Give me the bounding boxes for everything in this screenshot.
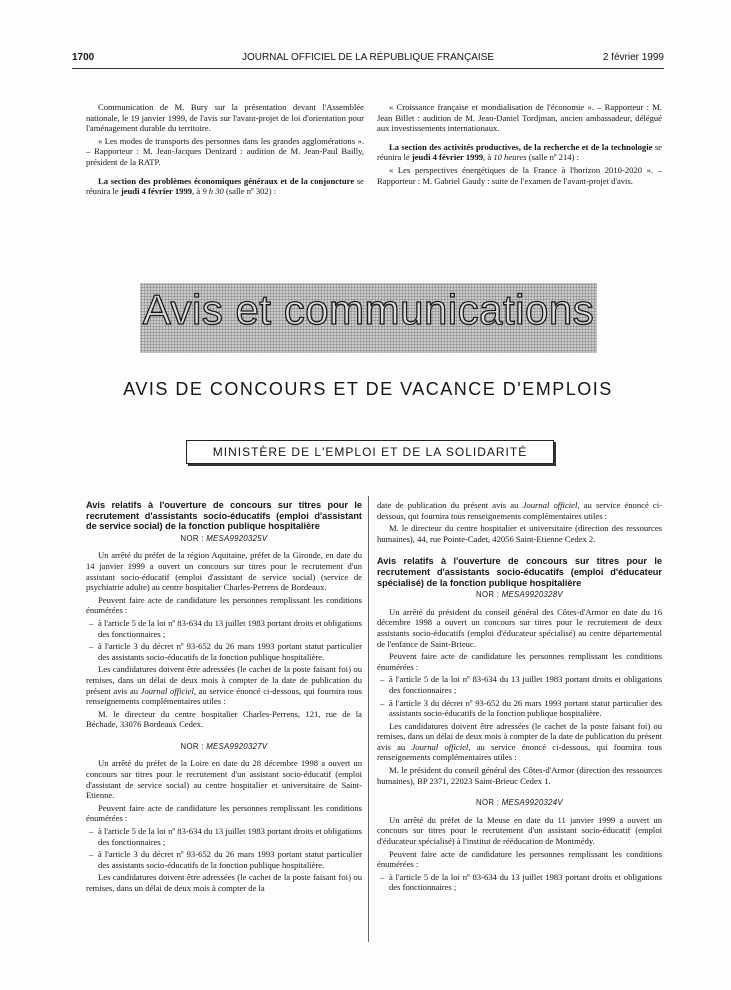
nor-code: MESA9920325V	[206, 533, 268, 543]
meeting-time: 9 h 30	[202, 186, 224, 197]
section-banner	[140, 283, 597, 353]
meeting-day: jeudi 4 février 1999	[120, 186, 193, 197]
top-left-column	[86, 102, 364, 199]
header-rule	[72, 68, 664, 69]
section-title: AVIS DE CONCOURS ET DE VACANCE D'EMPLOIS	[123, 379, 613, 399]
nor-reference	[86, 534, 362, 545]
ministry-box: MINISTÈRE DE L'EMPLOI ET DE LA SOLIDARITÉ	[186, 440, 554, 464]
list-item: – à l'article 3 du décret nº 93-652 du 26 mars 1993 portant statut particulier des assistants socio-éducatifs de la fonction publique hospitalière.	[86, 849, 362, 870]
top-right-column	[377, 102, 662, 188]
section-name: La section des activités productives, de la recherche et de la technologie	[389, 141, 653, 152]
list-item: – à l'article 5 de la loi nº 83-634 du 13 juillet 1983 portant droits et obligations des fonctionnaires ;	[377, 872, 662, 893]
banner-title: Avis et communications	[142, 286, 595, 333]
paragraph: Communication de M. Bury sur la présentation devant l'Assemblée nationale, le 19 janvier 1999, de l'avis sur l'avant-projet de loi d'orientation pour l'aménagement durable du territoire.	[86, 102, 364, 134]
list-item: – à l'article 3 du décret nº 93-652 du 26 mars 1993 portant statut particulier des assistants socio-éducatifs de la fonction publique hospitalière.	[377, 698, 662, 719]
running-header	[72, 52, 664, 66]
list-item: – à l'article 3 du décret nº 93-652 du 26 mars 1993 portant statut particulier des assistants socio-éducatifs de la fonction publique hospitalière.	[86, 641, 362, 662]
text-fragment: , à	[483, 152, 494, 163]
nor-reference	[377, 798, 662, 809]
section-meeting-notice	[377, 142, 662, 163]
issue-date: 2 février 1999	[602, 52, 664, 63]
nor-label: NOR :	[180, 741, 204, 751]
meeting-room: (salle nº 302) :	[223, 186, 277, 197]
paragraph: Peuvent faire acte de candidature les personnes remplissant les conditions énumérées :	[377, 848, 662, 870]
text-fragment: date de publication du présent avis au	[377, 500, 523, 510]
meeting-time: 10 heures	[493, 152, 527, 163]
paragraph: Peuvent faire acte de candidature les personnes remplissant les conditions énumérées :	[86, 594, 362, 616]
paragraph: Peuvent faire acte de candidature les personnes remplissant les conditions énumérées :	[86, 802, 362, 824]
journal-name: Journal officiel	[140, 685, 194, 696]
paragraph: « Croissance française et mondialisation de l'économie ». – Rapporteur : M. Jean Billet : audition de M. Jean-Daniel Tordjman, ancien ambassadeur, délégué aux investissements internationaux.	[377, 102, 662, 134]
paragraph: M. le président du conseil général des Côtes-d'Armor (direction des ressources humaines), BP 2371, 22023 Saint-Brieuc Cedex 1.	[377, 765, 662, 786]
paragraph: Un arrêté du préfet de la Meuse en date du 11 janvier 1999 a ouvert un concours sur titres pour le recrutement d'un assistant socio-éducatif (emploi d'éducateur spécialisé) à l'institut de rééducation de Montmédy.	[377, 814, 662, 847]
text-fragment: Les candidatures doivent être adressées (le cachet de la poste faisant foi) ou remises, dans un délai de deux mois à compter de la date de publication du présent avis au	[377, 720, 662, 752]
section-name: La section des problèmes économiques généraux et de la conjoncture	[98, 175, 355, 186]
journal-name: Journal officiel	[411, 741, 469, 752]
nor-reference	[86, 742, 362, 753]
paragraph: M. le directeur du centre hospitalier Charles-Perrens, 121, rue de la Béchade, 33076 Bordeaux Cedex.	[86, 708, 362, 730]
journal-title: JOURNAL OFFICIEL DE LA RÉPUBLIQUE FRANÇAISE	[241, 52, 495, 63]
paragraph: Les candidatures doivent être adressées (le cachet de la poste faisant foi) ou remises, dans un délai de deux mois à compter de la	[86, 872, 362, 893]
paragraph: M. le directeur du centre hospitalier et universitaire (direction des ressources humaines), 44, rue Pointe-Cadet, 42056 Saint-Etienne Cedex 2.	[377, 523, 662, 544]
paragraph	[86, 664, 362, 706]
paragraph: Un arrêté du président du conseil général des Côtes-d'Armor en date du 16 décembre 1998 a ouvert un concours sur titres pour le recrutement de deux assistants socio-éducatifs (emploi d'éducateur spécialisé) au centre départemental de l'enfance de Saint-Brieuc.	[377, 606, 662, 649]
text-fragment: , au service énoncé ci-dessous, qui fournira tous renseignements complémentaires utiles :	[377, 500, 662, 521]
paragraph	[377, 721, 662, 763]
text-fragment: Les candidatures doivent être adressées (le cachet de la poste faisant foi) ou remises, dans un délai de deux mois à compter de la date de publication du présent avis au	[86, 664, 362, 696]
meeting-day: jeudi 4 février 1999	[411, 152, 484, 163]
nor-code: MESA9920327V	[206, 741, 268, 751]
notice-heading: Avis relatifs à l'ouverture de concours sur titres pour le recrutement d'assistants socio-éducatifs (emploi d'éducateur spécialisé) de la fonction publique hospitalière	[377, 556, 662, 588]
journal-name: Journal officiel	[522, 500, 578, 510]
left-column	[86, 500, 362, 896]
section-meeting-notice	[86, 176, 364, 197]
nor-code: MESA9920328V	[501, 590, 563, 600]
paragraph: Un arrêté du préfet de la région Aquitaine, préfet de la Gironde, en date du 14 janvier 1999 a ouvert un concours sur titres pour le recrutement d'un assistant socio-éducatif (emploi d'assistant de service social) (service de psychiatrie adulte) au centre hospitalier Charles-Perrens de Bordeaux.	[86, 550, 362, 593]
right-column	[377, 500, 662, 895]
text-fragment: se réunira le	[86, 175, 364, 197]
paragraph	[377, 500, 662, 521]
notice-heading: Avis relatifs à l'ouverture de concours sur titres pour le recrutement d'assistants socio-éducatifs (emploi d'assistant de service social) de la fonction publique hospitalière	[86, 500, 362, 532]
nor-label: NOR :	[180, 533, 204, 543]
text-fragment: , au service énoncé ci-dessous, qui fournira tous renseignements complémentaires utiles :	[86, 685, 363, 707]
paragraph: Un arrêté du préfet de la Loire en date du 28 décembre 1998 a ouvert un concours sur titres pour le recrutement d'un assistant socio-éducatif (emploi d'assistant de service social) au centre hospitalier et universitaire de Saint-Etienne.	[86, 758, 362, 801]
nor-label: NOR :	[476, 798, 500, 808]
meeting-room: (salle nº 214) :	[526, 152, 579, 163]
nor-label: NOR :	[476, 590, 500, 600]
text-fragment: , au service énoncé ci-dessous, qui fournira tous renseignements complémentaires utiles :	[377, 741, 662, 763]
list-item: – à l'article 5 de la loi nº 83-634 du 13 juillet 1983 portant droits et obligations des fonctionnaires ;	[377, 674, 662, 695]
page-number: 1700	[72, 52, 95, 63]
column-divider	[368, 496, 369, 942]
paragraph: « Les modes de transports des personnes dans les grandes agglomérations ». – Rapporteur : M. Jean-Jacques Denizard : audition de M. Jean-Paul Bailly, président de la RATP.	[86, 135, 364, 167]
list-item: – à l'article 5 de la loi nº 83-634 du 13 juillet 1983 portant droits et obligations des fonctionnaires ;	[86, 826, 362, 847]
paragraph: Peuvent faire acte de candidature les personnes remplissant les conditions énumérées :	[377, 651, 662, 672]
nor-code: MESA9920324V	[501, 798, 563, 808]
text-fragment: se réunira le	[377, 141, 662, 163]
paragraph: « Les perspectives énergétiques de la France à l'horizon 2010-2020 ». – Rapporteur : M. Gabriel Gaudy : suite de l'examen de l'avant-projet d'avis.	[377, 164, 662, 186]
nor-reference	[377, 590, 662, 601]
list-item: – à l'article 5 de la loi nº 83-634 du 13 juillet 1983 portant droits et obligations des fonctionnaires ;	[86, 618, 362, 639]
text-fragment: , à	[192, 186, 203, 197]
